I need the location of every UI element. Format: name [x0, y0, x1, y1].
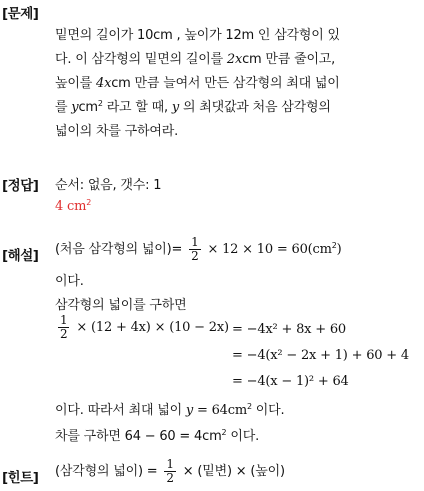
equation-line-1-rhs: = −4x² + 8x + 60: [232, 322, 346, 337]
solution-line-3: 삼각형의 넓이를 구하면: [55, 298, 187, 313]
answer-value: 4 $cm^2$: [55, 198, 92, 214]
half-fraction: $\frac{1}{2}$: [60, 313, 68, 341]
equation-line-1-lhs: $\frac{1}{2}$ × (12 + 4x) × (10 − 2x): [60, 313, 229, 341]
equation-line-2-rhs: = −4(x² − 2x + 1) + 60 + 4: [232, 348, 409, 363]
solution-line-8: 차를 구하면 $64 - 60 = 4cm^2$ 이다.: [55, 428, 260, 444]
answer-tag: [정답]: [2, 178, 39, 194]
solution-line-2: 이다.: [55, 274, 84, 289]
problem-line-3: 높이를 4xcm 만큼 늘여서 만든 삼각형의 최대 넓이: [55, 76, 340, 91]
hint-tag: [힌트]: [2, 470, 39, 486]
hint-line: (삼각형의 넓이) = $\frac{1}{2}$ × (밑변) × (높이): [55, 457, 285, 485]
problem-line-2: 다. 이 삼각형의 밑면의 길이를 2xcm 만큼 줄이고,: [55, 52, 336, 67]
problem-line-5: 넓이의 차를 구하여라.: [55, 124, 179, 139]
solution-tag: [해설]: [2, 248, 39, 264]
solution-line-7: 이다. 따라서 최대 넓이 $y = 64cm^2$ 이다.: [55, 402, 285, 418]
problem-line-1: 밑면의 길이가 10cm , 높이가 12m 인 삼각형이 있: [55, 28, 340, 43]
solution-line-1: (처음 삼각형의 넓이)= $\frac{1}{2}$ × $12 \times 10 = 60(cm^2)$: [55, 235, 342, 263]
problem-line-4: 를 ycm$^2$ 라고 할 때, y 의 최댓값과 처음 삼각형의: [55, 99, 331, 115]
problem-tag: [문제]: [2, 6, 39, 22]
half-fraction: $\frac{1}{2}$: [191, 235, 199, 263]
answer-order-count: 순서: 없음, 갯수: 1: [55, 178, 162, 193]
equation-line-3-rhs: = −4(x − 1)² + 64: [232, 374, 349, 389]
half-fraction: $\frac{1}{2}$: [166, 457, 174, 485]
